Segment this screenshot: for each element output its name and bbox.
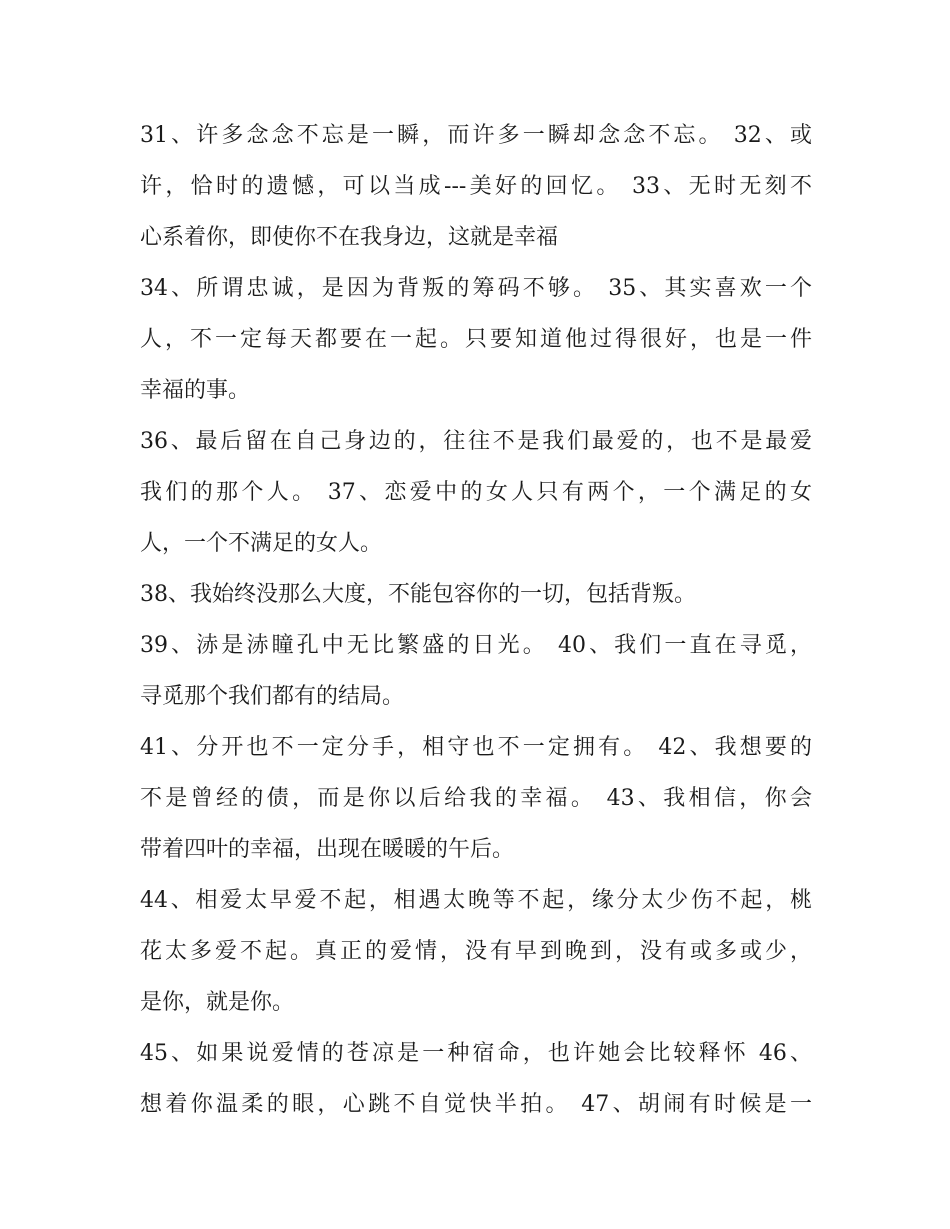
text-line: 36、最后留在自己身边的，往往不是我们最爱的，也不是最爱 <box>140 429 812 454</box>
text-line: 34、所谓忠诚，是因为背叛的筹码不够。 35、其实喜欢一个 <box>140 276 812 301</box>
text-line: 心系着你，即使你不在我身边，这就是幸福 <box>140 225 559 250</box>
text-line: 寻觅那个我们都有的结局。 <box>140 684 405 709</box>
text-line: 人，不一定每天都要在一起。只要知道他过得很好，也是一件 <box>140 327 812 352</box>
text-line: 39、浾是浾瞳孔中无比繁盛的日光。 40、我们一直在寻觅， <box>140 633 812 658</box>
text-line: 是你，就是你。 <box>140 990 295 1015</box>
text-line: 45、如果说爱情的苍凉是一种宿命，也许她会比较释怀 46、 <box>140 1041 812 1066</box>
text-line: 38、我始终没那么大度，不能包容你的一切，包括背叛。 <box>140 582 696 607</box>
text-line: 31、许多念念不忘是一瞬，而许多一瞬却念念不忘。 32、或 <box>140 123 812 148</box>
text-line: 花太多爱不起。真正的爱情，没有早到晚到，没有或多或少， <box>140 939 812 964</box>
text-line: 人，一个不满足的女人。 <box>140 531 383 556</box>
text-line: 许，恰时的遗憾，可以当成---美好的回忆。 33、无时无刻不 <box>140 174 812 199</box>
text-line: 不是曾经的债，而是你以后给我的幸福。 43、我相信，你会 <box>140 786 812 811</box>
text-line: 带着四叶的幸福，出现在暖暖的午后。 <box>140 837 515 862</box>
text-line: 我们的那个人。 37、恋爱中的女人只有两个，一个满足的女 <box>140 480 812 505</box>
text-line: 41、分开也不一定分手，相守也不一定拥有。 42、我想要的 <box>140 735 812 760</box>
text-line: 想着你温柔的眼，心跳不自觉快半拍。 47、胡闹有时候是一 <box>140 1092 812 1117</box>
body-text <box>140 110 812 1130</box>
text-line: 44、相爱太早爱不起，相遇太晚等不起，缘分太少伤不起，桃 <box>140 888 812 913</box>
text-line: 幸福的事。 <box>140 378 251 403</box>
